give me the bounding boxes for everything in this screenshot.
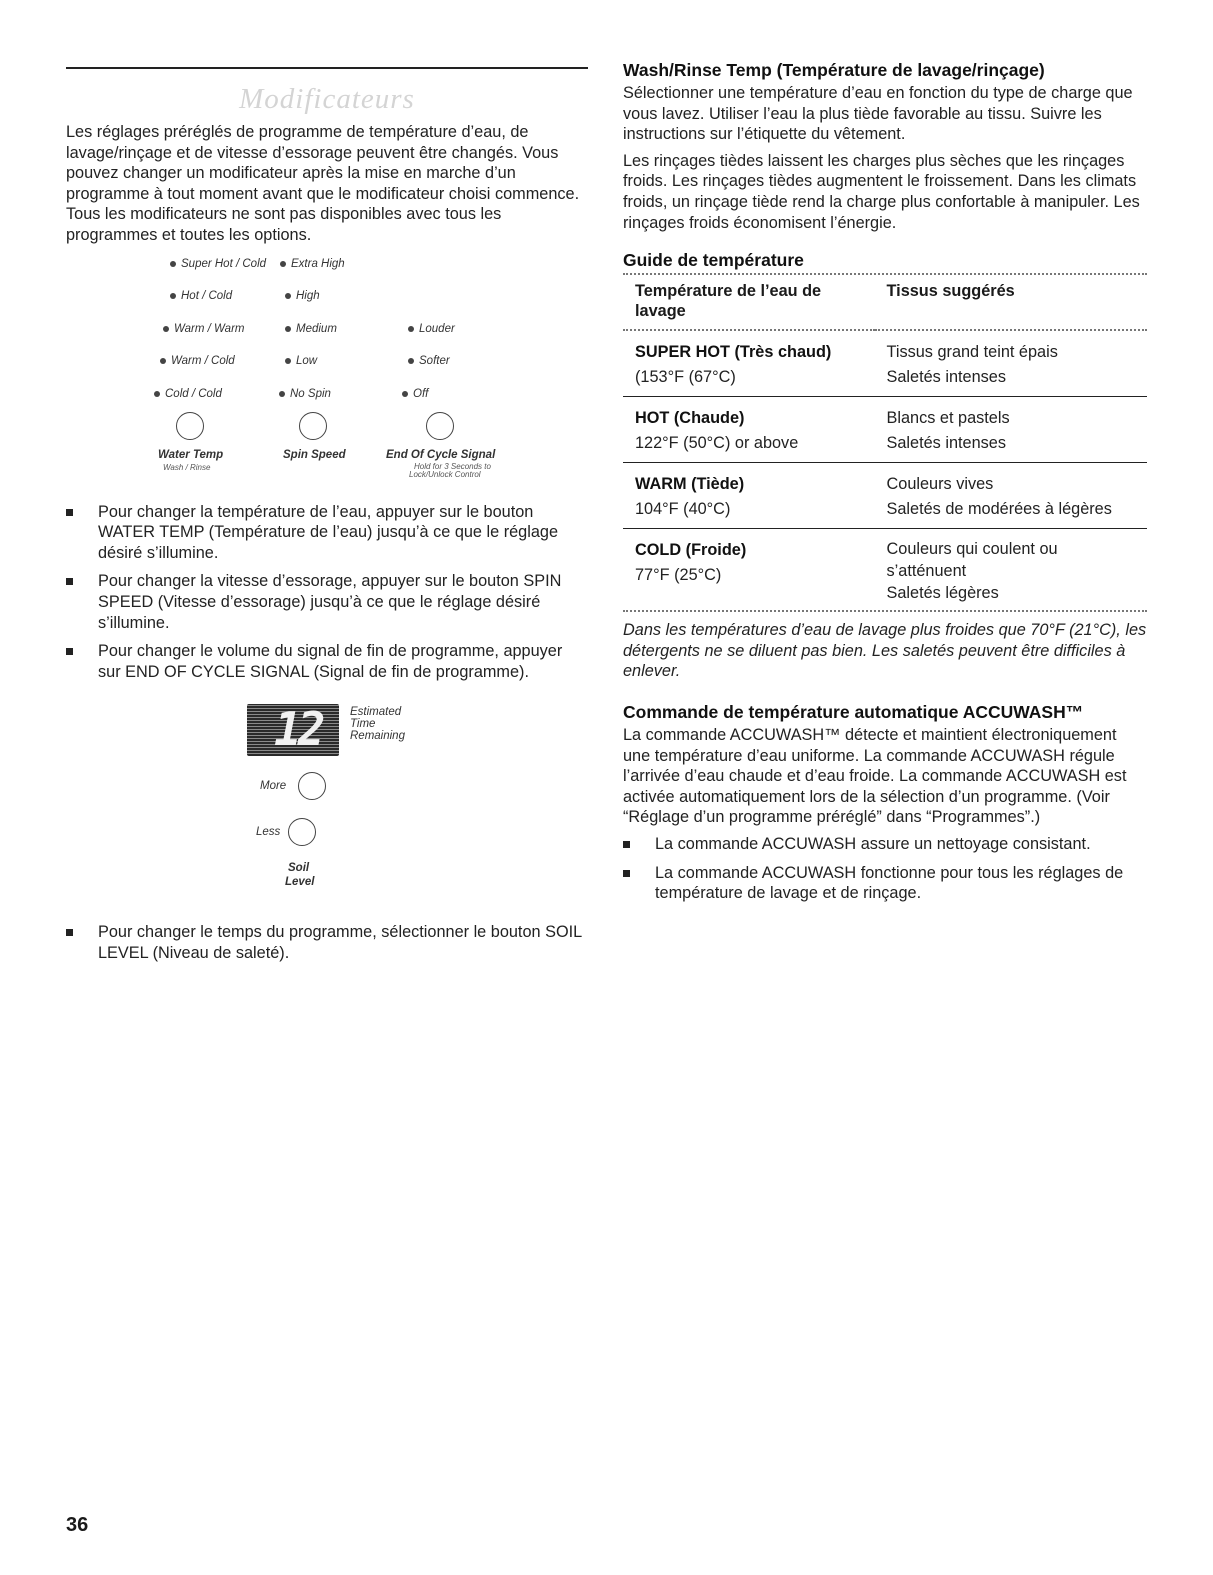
spin-speed-option: High xyxy=(285,290,320,302)
indicator-light-icon xyxy=(280,261,286,267)
indicator-light-icon xyxy=(285,326,291,332)
table-row xyxy=(623,397,1147,463)
column-header: Température de l’eau de lavage xyxy=(635,282,822,321)
fabric-cell: Couleurs qui coulent ou s’atténuent Saletés légères xyxy=(886,540,1058,603)
less-label: Less xyxy=(256,826,281,839)
fabric-cell: Tissus grand teint épais Saletés intenses xyxy=(875,330,1147,397)
estimated-time-label: Estimated Time Remaining xyxy=(350,706,405,743)
indicator-light-icon xyxy=(408,326,414,332)
table-row xyxy=(623,529,1147,611)
list-item: La commande ACCUWASH assure un nettoyage consistant. xyxy=(623,834,1147,855)
water-temp-option: Warm / Warm xyxy=(163,323,245,335)
fabric-cell: Couleurs vives Saletés de modérées à légères xyxy=(875,463,1147,529)
indicator-light-icon xyxy=(402,391,408,397)
indicator-light-icon xyxy=(160,358,166,364)
indicator-light-icon xyxy=(285,293,291,299)
water-temp-button[interactable] xyxy=(176,412,204,440)
column-header: Tissus suggérés xyxy=(886,282,1015,301)
list-item: Pour changer la température de l’eau, appuyer sur le bouton WATER TEMP (Température de l’eau) jusqu’à ce que le réglage désiré s’illumine. xyxy=(66,502,588,564)
soil-level-illustration xyxy=(66,696,588,904)
bullet-icon xyxy=(66,929,73,936)
accuwash-heading: Commande de température automatique ACCUWASH™ xyxy=(623,701,1084,722)
soil-more-button[interactable] xyxy=(298,772,326,800)
spin-speed-option: Extra High xyxy=(280,258,345,270)
bullet-icon xyxy=(66,648,73,655)
table-row xyxy=(623,330,1147,397)
temperature-guide-table xyxy=(623,275,1147,610)
soil-less-button[interactable] xyxy=(288,818,316,846)
water-temp-label: Water Temp xyxy=(158,448,224,461)
time-display-digits: 12 xyxy=(274,702,322,757)
table-bottom-rule xyxy=(623,610,1147,612)
spin-speed-option: No Spin xyxy=(279,388,331,400)
list-item: Pour changer le volume du signal de fin de programme, appuyer sur END OF CYCLE SIGNAL (Signal de fin de programme). xyxy=(66,641,588,682)
bullet-icon xyxy=(623,841,630,848)
end-of-cycle-signal-label: End Of Cycle Signal xyxy=(386,448,496,461)
indicator-light-icon xyxy=(154,391,160,397)
fabric-cell: Blancs et pastels Saletés intenses xyxy=(875,397,1147,463)
soil-level-instructions xyxy=(66,922,588,963)
temperature-cell: COLD (Froide) 77°F (25°C) xyxy=(635,541,747,585)
bullet-icon xyxy=(66,578,73,585)
indicator-light-icon xyxy=(170,293,176,299)
indicator-light-icon xyxy=(408,358,414,364)
indicator-light-icon xyxy=(170,261,176,267)
spin-speed-button[interactable] xyxy=(299,412,327,440)
signal-sublabel-2: Lock/Unlock Control xyxy=(409,469,481,479)
water-temp-sublabel: Wash / Rinse xyxy=(163,462,211,472)
signal-option: Softer xyxy=(408,355,450,367)
more-label: More xyxy=(260,780,287,793)
temperature-cell: WARM (Tiède) 104°F (40°C) xyxy=(623,463,875,529)
soil-label: Soil xyxy=(288,862,310,875)
indicator-light-icon xyxy=(163,326,169,332)
level-label: Level xyxy=(285,876,315,889)
spin-speed-option: Low xyxy=(285,355,317,367)
right-column xyxy=(623,60,1147,912)
bullet-icon xyxy=(623,870,630,877)
temperature-cell: HOT (Chaude) 122°F (50°C) or above xyxy=(623,397,875,463)
wash-rinse-paragraph-2: Les rinçages tièdes laissent les charges plus sèches que les rinçages froids. Les rinçages tièdes augmentent le froissement. Dans les climats froids, un rinçage tiède rend la charge plus confortable à manipuler. Les rinçages froids économisent l’énergie. xyxy=(623,151,1140,232)
spin-speed-label: Spin Speed xyxy=(283,448,346,461)
signal-sublabel-1: Hold for 3 Seconds to xyxy=(414,461,491,471)
indicator-light-icon xyxy=(279,391,285,397)
water-temp-option: Hot / Cold xyxy=(170,290,232,302)
temperature-cell: SUPER HOT (Très chaud) (153°F (67°C) xyxy=(623,330,875,397)
modifier-instructions xyxy=(66,502,588,683)
accuwash-list xyxy=(623,834,1147,904)
water-temp-option: Cold / Cold xyxy=(154,388,222,400)
page-number: 36 xyxy=(66,1514,89,1536)
top-rule xyxy=(66,67,588,69)
left-column xyxy=(66,60,588,972)
end-of-cycle-signal-button[interactable] xyxy=(426,412,454,440)
intro-paragraph: Les réglages préréglés de programme de température d’eau, de lavage/rinçage et de vitesse d’essorage peuvent être changés. Vous pouvez changer un modificateur après la mise en marche d’un programme à tout moment avant que le modificateur choisi commence. Tous les modificateurs ne sont pas disponibles avec tous les programmes et toutes les options. xyxy=(66,123,580,244)
section-title: Modificateurs xyxy=(239,83,415,115)
water-temp-option: Super Hot / Cold xyxy=(170,258,266,270)
table-header-row xyxy=(623,275,1147,330)
wash-rinse-heading: Wash/Rinse Temp (Température de lavage/rinçage) xyxy=(623,60,1045,80)
signal-option: Louder xyxy=(408,323,455,335)
spin-speed-option: Medium xyxy=(285,323,337,335)
table-row xyxy=(623,463,1147,529)
indicator-light-icon xyxy=(285,358,291,364)
bullet-icon xyxy=(66,509,73,516)
accuwash-paragraph: La commande ACCUWASH™ détecte et maintient électroniquement une température d’eau uniforme. La commande ACCUWASH régule l’arrivée d’eau chaude et d’eau froide. La commande ACCUWASH est activée automatiquement lors de la sélection d’un programme. (Voir “Réglage d’un programme préréglé” dans “Programmes”.) xyxy=(623,725,1127,827)
list-item: Pour changer la vitesse d’essorage, appuyer sur le bouton SPIN SPEED (Vitesse d’essorage) jusqu’à ce que le réglage désiré s’illumine. xyxy=(66,571,588,633)
signal-option: Off xyxy=(402,388,428,400)
temperature-note: Dans les températures d’eau de lavage plus froides que 70°F (21°C), les détergents ne se diluent pas bien. Les saletés peuvent être difficiles à enlever. xyxy=(623,621,1147,681)
list-item: Pour changer le temps du programme, sélectionner le bouton SOIL LEVEL (Niveau de saleté). xyxy=(66,922,588,963)
list-item: La commande ACCUWASH fonctionne pour tous les réglages de température de lavage et de rinçage. xyxy=(623,863,1147,904)
control-panel-illustration xyxy=(66,258,588,496)
water-temp-option: Warm / Cold xyxy=(160,355,235,367)
wash-rinse-paragraph-1: Sélectionner une température d’eau en fonction du type de charge que vous lavez. Utiliser l’eau la plus tiède favorable au tissu. Suivre les instructions sur l’étiquette du vêtement. xyxy=(623,84,1133,144)
guide-heading: Guide de température xyxy=(623,250,804,271)
